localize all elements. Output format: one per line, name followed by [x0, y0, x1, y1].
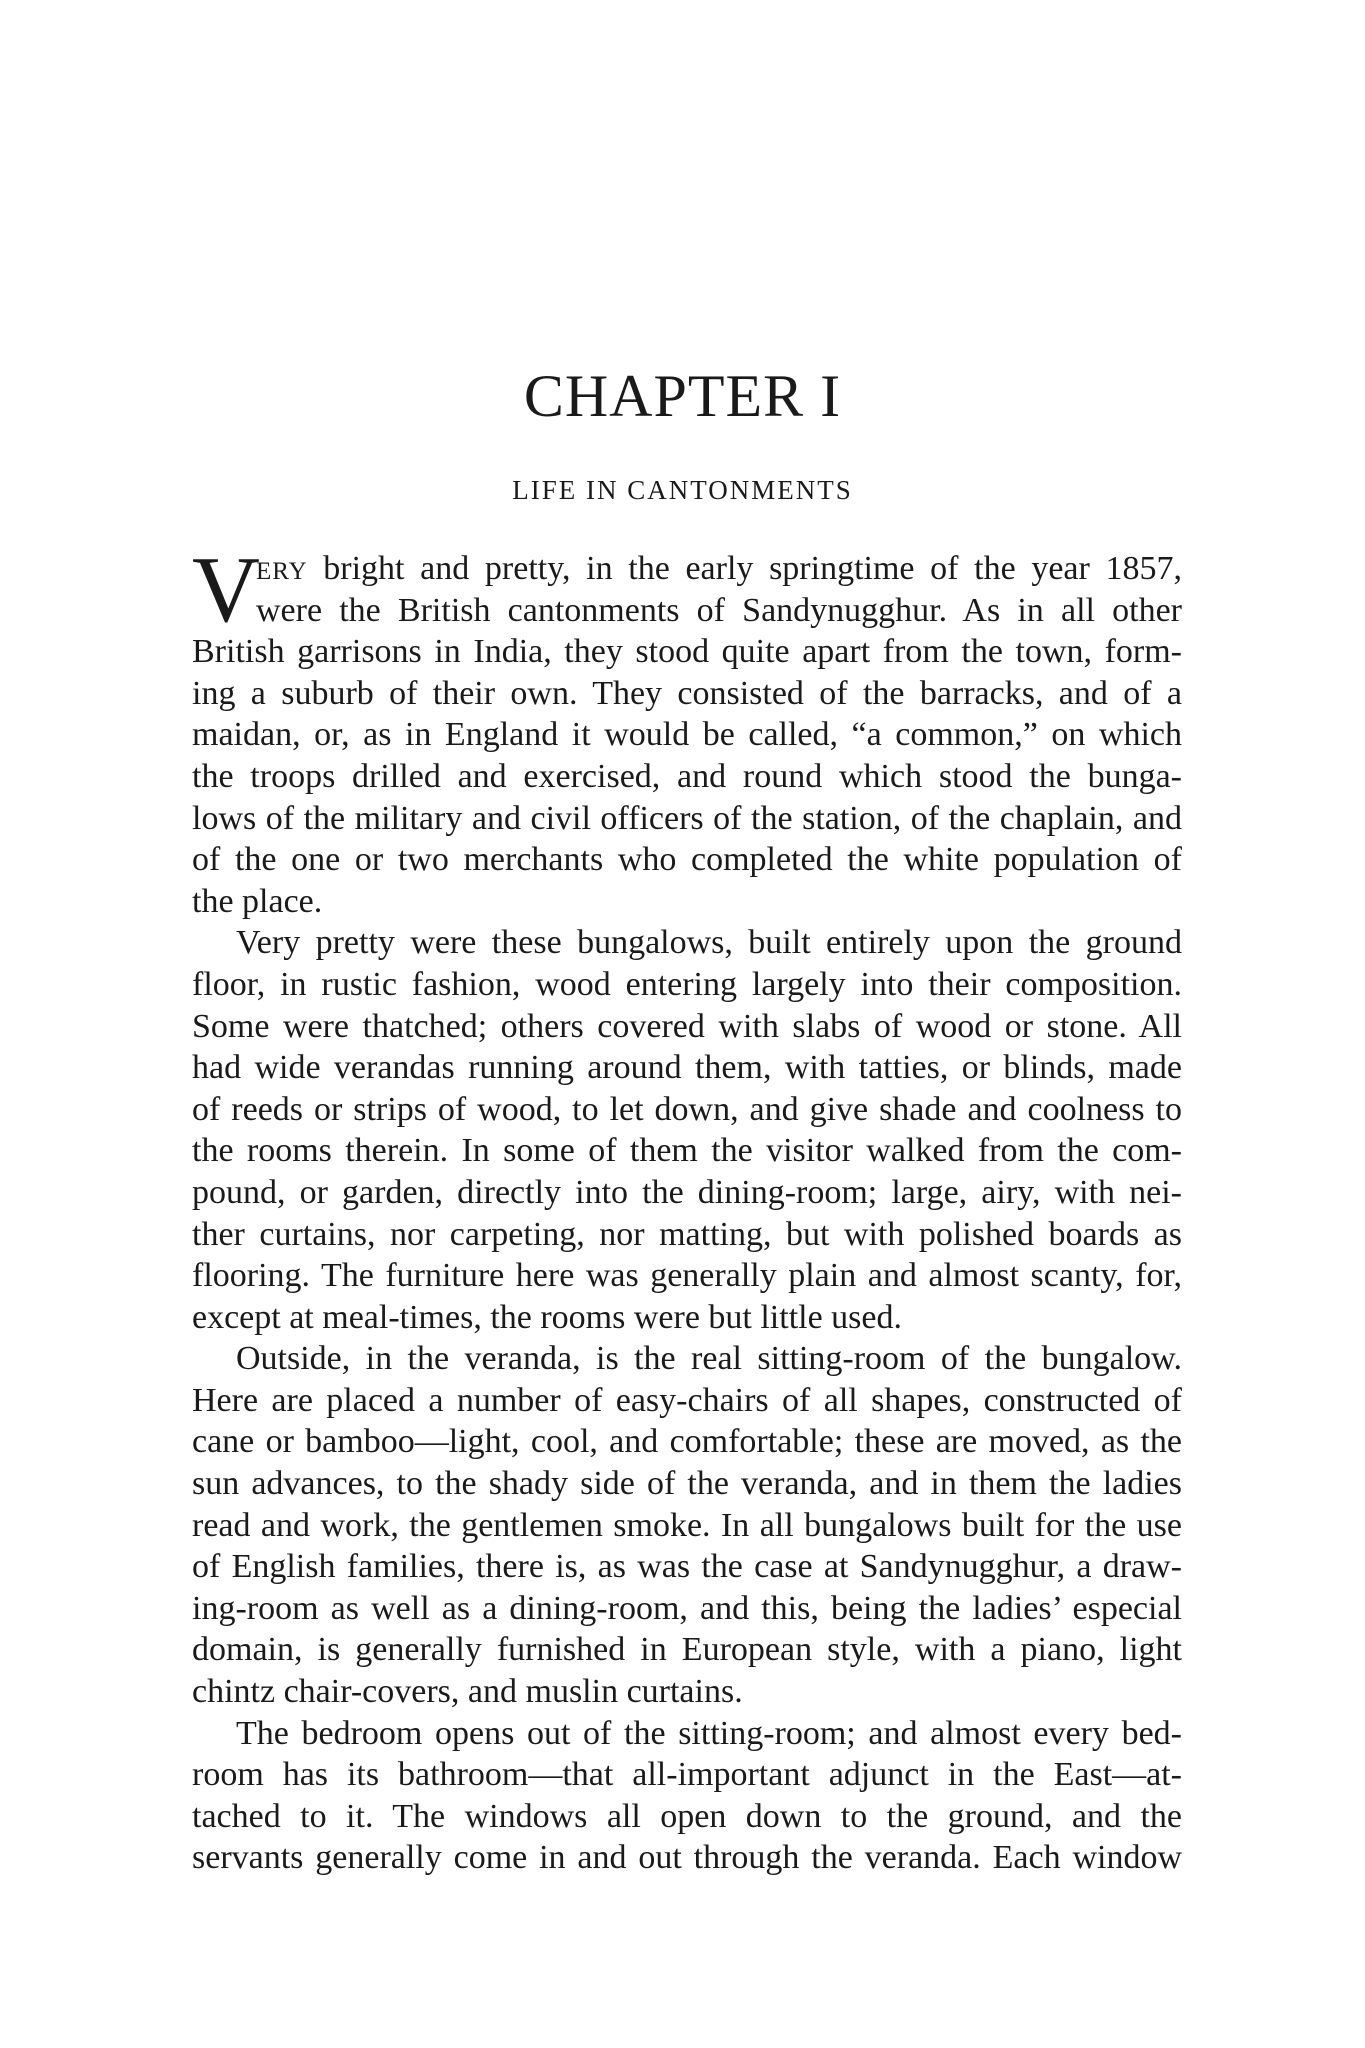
chapter-subtitle: LIFE IN CANTONMENTS: [512, 475, 853, 505]
text-line: Here are placed a number of easy-chairs of all shapes, constructed of: [192, 1381, 1182, 1419]
text-line: tached to it. The windows all open down to the ground, and the: [192, 1797, 1182, 1835]
text-line: Outside, in the veranda, is the real sitting-room of the bungalow.: [236, 1340, 1182, 1378]
text-line: room has its bathroom—that all-important adjunct in the East—at-: [192, 1756, 1182, 1794]
text-line: cane or bamboo—light, cool, and comfortable; these are moved, as the: [192, 1423, 1182, 1461]
text-line: had wide verandas running around them, with tatties, or blinds, made: [192, 1049, 1182, 1087]
text-line: Some were thatched; others covered with slabs of wood or stone. All: [192, 1007, 1182, 1045]
text-line: chintz chair-covers, and muslin curtains.: [192, 1673, 743, 1711]
text-line: sun advances, to the shady side of the veranda, and in them the ladies: [192, 1465, 1182, 1503]
text-line: flooring. The furniture here was generally plain and almost scanty, for,: [192, 1257, 1182, 1295]
text-line: ther curtains, nor carpeting, nor matting, but with polished boards as: [192, 1215, 1182, 1253]
text-line-content: bright and pretty, in the early springtime of the year 1857,: [307, 550, 1182, 587]
text-line: pound, or garden, directly into the dining-room; large, airy, with nei-: [192, 1173, 1182, 1211]
text-line: domain, is generally furnished in European style, with a piano, light: [192, 1631, 1182, 1669]
text-line: of English families, there is, as was the case at Sandynugghur, a draw-: [192, 1548, 1182, 1586]
chapter-title: CHAPTER I: [523, 363, 842, 429]
text-line: lows of the military and civil officers of the station, of the chaplain, and: [192, 799, 1182, 837]
text-line: ing a suburb of their own. They consisted of the barracks, and of a: [192, 674, 1182, 712]
text-line: ing-room as well as a dining-room, and this, being the ladies’ especial: [192, 1589, 1182, 1627]
text-line: were the British cantonments of Sandynugghur. As in all other: [256, 591, 1182, 629]
text-line: British garrisons in India, they stood quite apart from the town, form-: [192, 633, 1182, 671]
text-line: the rooms therein. In some of them the visitor walked from the com-: [192, 1132, 1182, 1170]
text-line: the troops drilled and exercised, and round which stood the bunga-: [192, 757, 1182, 795]
drop-cap: V: [192, 538, 260, 642]
text-line: maidan, or, as in England it would be called, “a common,” on which: [192, 716, 1182, 754]
text-line: the place.: [192, 882, 323, 920]
text-line: read and work, the gentlemen smoke. In all bungalows built for the use: [192, 1506, 1182, 1544]
text-line: Very pretty were these bungalows, built entirely upon the ground: [236, 924, 1182, 962]
text-line: of reeds or strips of wood, to let down, and give shade and coolness to: [192, 1090, 1182, 1128]
text-line: The bedroom opens out of the sitting-room; and almost every bed-: [236, 1714, 1182, 1752]
text-line: of the one or two merchants who completed the white population of: [192, 841, 1182, 879]
text-line: floor, in rustic fashion, wood entering largely into their composition.: [192, 965, 1182, 1003]
text-line: servants generally come in and out through the veranda. Each window: [192, 1839, 1182, 1877]
body-text: [192, 538, 1182, 1879]
small-caps-word: ERY: [256, 558, 308, 585]
text-line: except at meal-times, the rooms were but little used.: [192, 1298, 902, 1336]
